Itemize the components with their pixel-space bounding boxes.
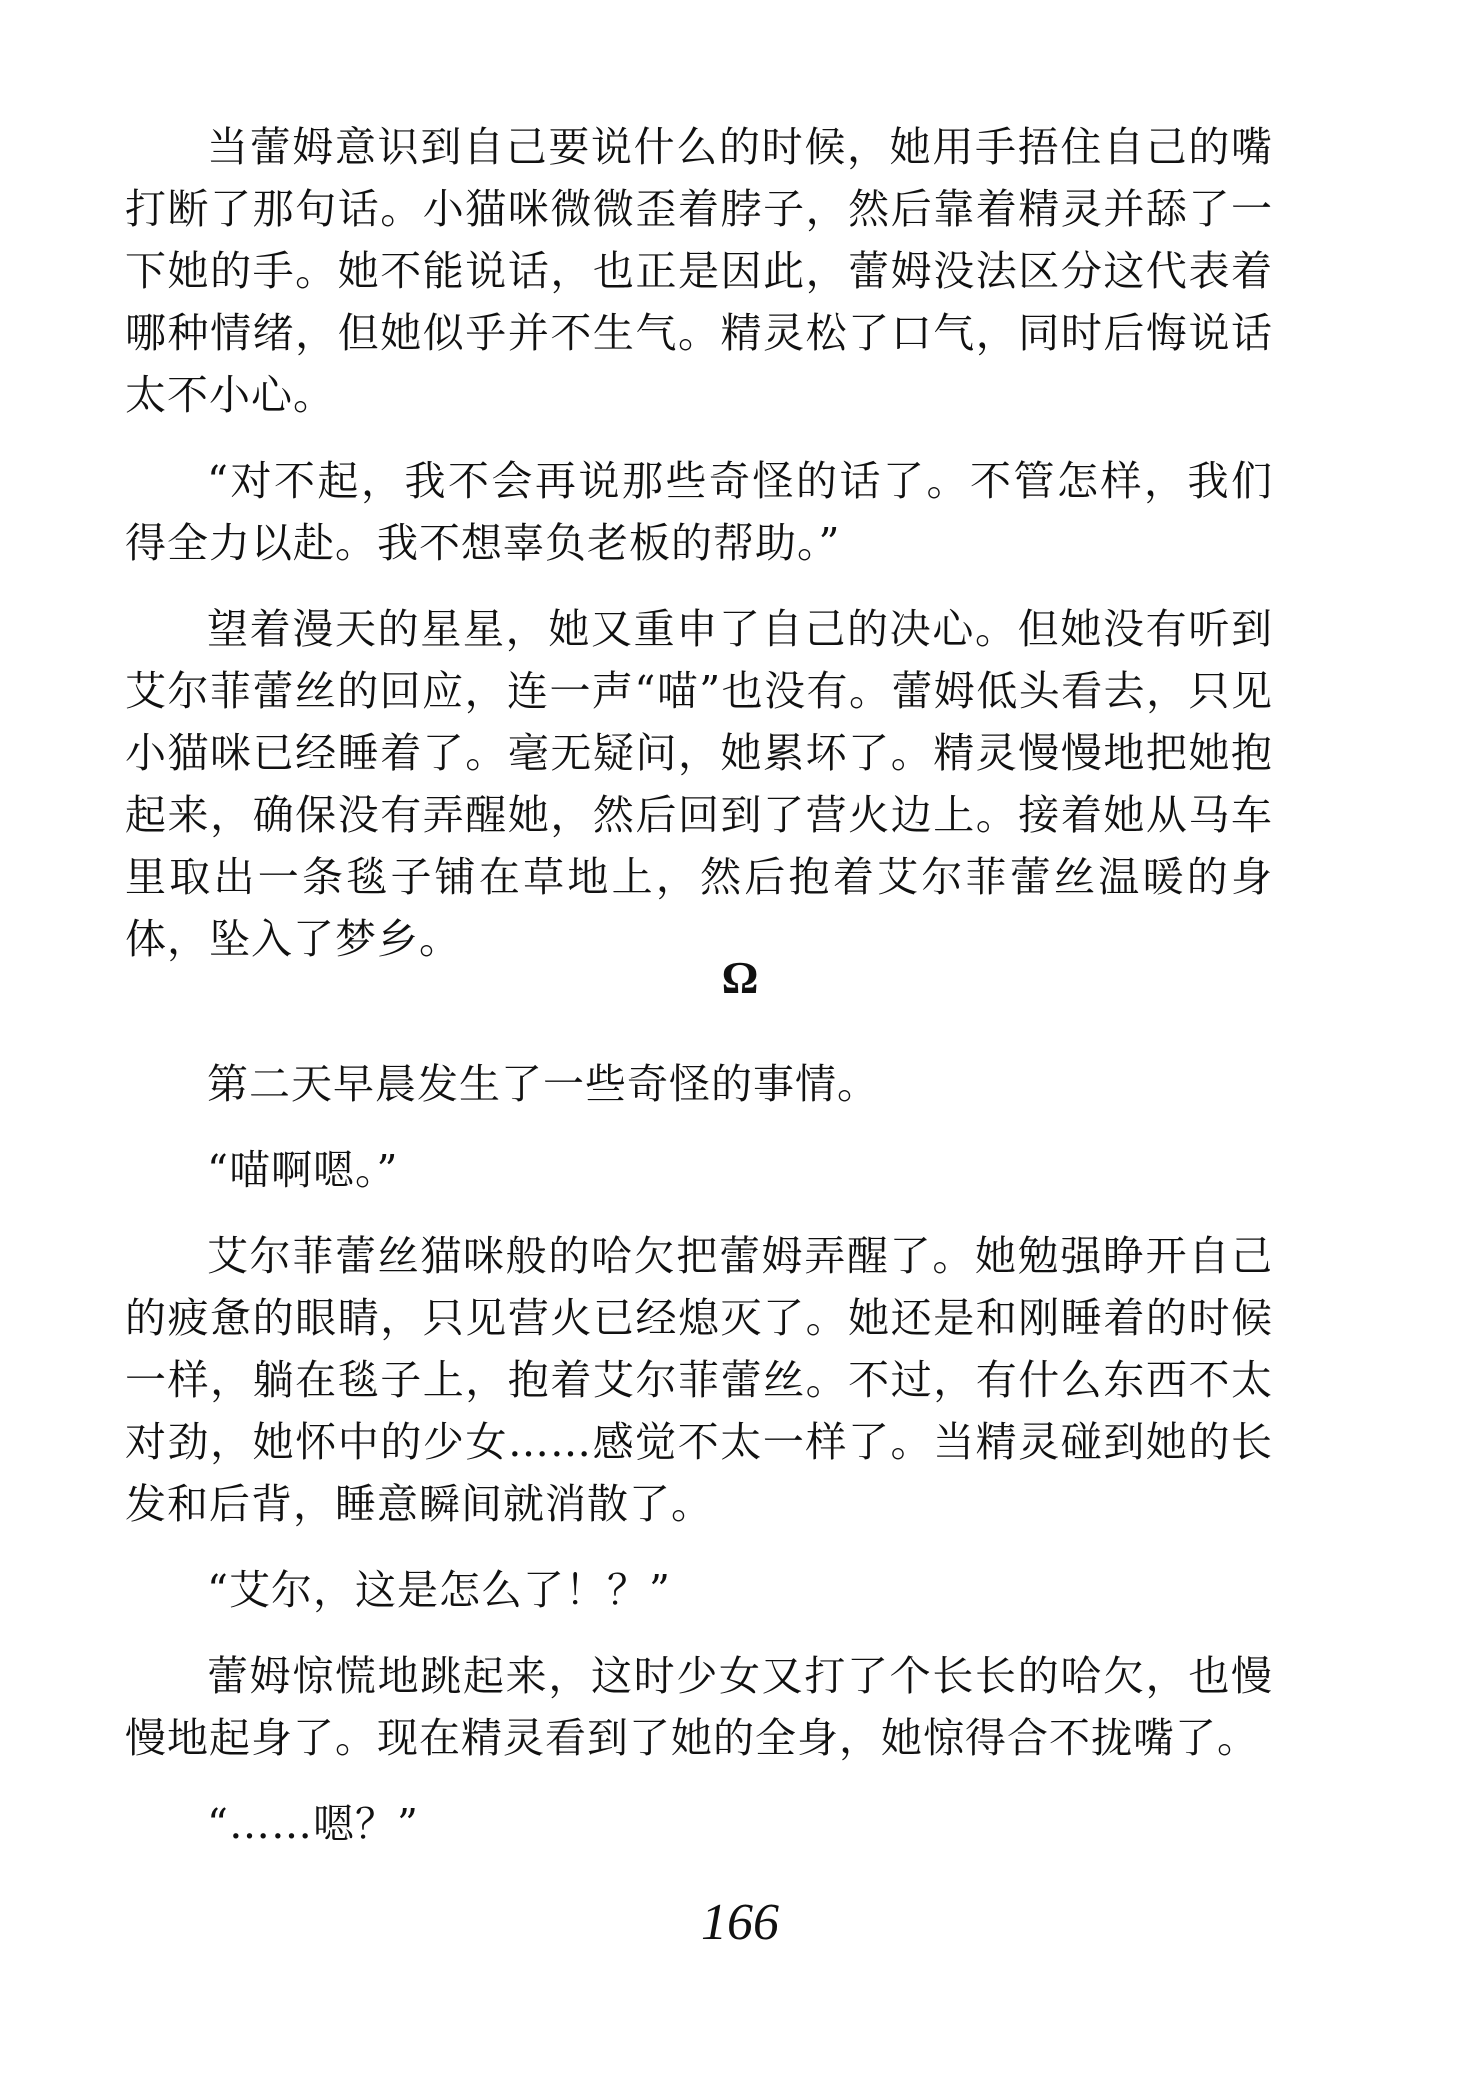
page-number: 166: [701, 1894, 779, 1951]
paragraph-what-happened: “艾尔，这是怎么了！？”: [207, 1566, 671, 1614]
paragraph-rem-apology: “对不起，我不会再说那些奇怪的话了。不管怎样，我们得全力以赴。我不想辜负老板的帮助。”: [125, 457, 1273, 567]
text-section-bottom: [125, 1053, 1273, 1855]
text-section-top: [125, 116, 1273, 970]
paragraph-rem-jumps-up: 蕾姆惊慌地跳起来，这时少女又打了个长长的哈欠，也慢慢地起身了。现在精灵看到了她的全身，她惊得合不拢嘴了。: [125, 1652, 1273, 1762]
paragraph-rem-wakes: 艾尔菲蕾丝猫咪般的哈欠把蕾姆弄醒了。她勉强睁开自己的疲惫的眼睛，只见营火已经熄灭了。她还是和刚睡着的时候一样，躺在毯子上，抱着艾尔菲蕾丝。不过，有什么东西不太对劲，她怀中的少女……感觉不太一样了。当精灵碰到她的长发和后背，睡意瞬间就消散了。: [125, 1232, 1273, 1528]
paragraph-next-morning: 第二天早晨发生了一些奇怪的事情。: [207, 1060, 879, 1108]
paragraph-rem-covers-mouth: 当蕾姆意识到自己要说什么的时候，她用手捂住自己的嘴打断了那句话。小猫咪微微歪着脖子，然后靠着精灵并舔了一下她的手。她不能说话，也正是因此，蕾姆没法区分这代表着哪种情绪，但她似乎并不生气。精灵松了口气，同时后悔说话太不小心。: [125, 123, 1273, 419]
section-separator: Ω: [721, 952, 759, 1003]
paragraph-hmm: “……嗯？”: [207, 1800, 419, 1848]
paragraph-stars-resolve: 望着漫天的星星，她又重申了自己的决心。但她没有听到艾尔菲蕾丝的回应，连一声“喵”也没有。蕾姆低头看去，只见小猫咪已经睡着了。毫无疑问，她累坏了。精灵慢慢地把她抱起来，确保没有弄醒她，然后回到了营火边上。接着她从马车里取出一条毯子铺在草地上，然后抱着艾尔菲蕾丝温暖的身体，坠入了梦乡。: [125, 605, 1273, 963]
paragraph-meow-yawn: “喵啊嗯。”: [207, 1146, 399, 1194]
